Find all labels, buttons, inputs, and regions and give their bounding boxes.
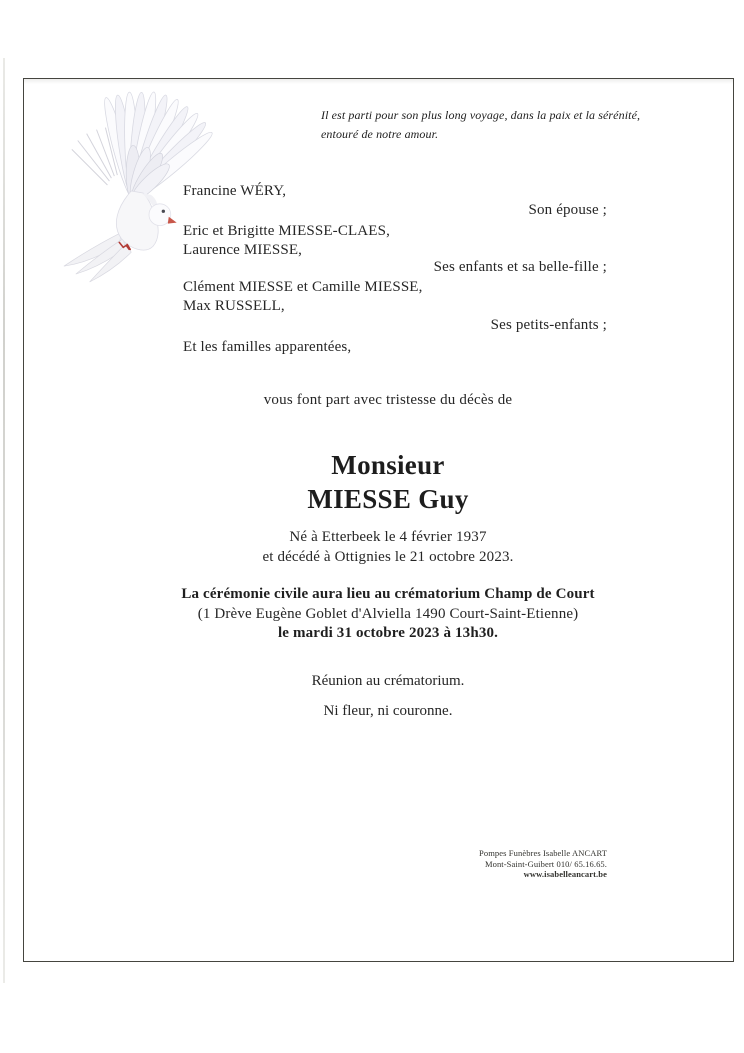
ceremony-datetime: le mardi 31 octobre 2023 à 13h30. xyxy=(277,625,499,641)
ceremony-heading: La cérémonie civile aura lieu au crématorium Champ de Court xyxy=(181,586,595,602)
deceased-name-block xyxy=(43,448,733,516)
family-line: Eric et Brigitte MIESSE-CLAES, xyxy=(183,223,390,239)
ceremony-details xyxy=(43,585,733,644)
deceased-title: Monsieur xyxy=(331,450,445,480)
family-line: Francine WÉRY, xyxy=(183,183,287,199)
flowers-notice: Ni fleur, ni couronne. xyxy=(323,703,453,719)
epigraph-line: entouré de notre amour. xyxy=(321,126,439,141)
relation-label: Son épouse ; xyxy=(528,202,607,218)
family-line: Max RUSSELL, xyxy=(183,298,285,314)
epigraph-line: Il est parti pour son plus long voyage, dans la paix et la sérénité, xyxy=(321,108,641,122)
funeral-home-name: Pompes Funèbres Isabelle ANCART xyxy=(479,848,607,858)
epigraph xyxy=(321,106,666,143)
announcement-card xyxy=(23,78,734,962)
announcement-text: vous font part avec tristesse du décès de xyxy=(263,392,513,408)
life-dates xyxy=(43,528,733,567)
family-line: Laurence MIESSE, xyxy=(183,242,303,258)
gathering-notice: Réunion au crématorium. xyxy=(311,673,465,689)
funeral-home-footer xyxy=(479,848,607,880)
family-line: Clément MIESSE et Camille MIESSE, xyxy=(183,279,423,295)
funeral-home-phone: Mont-Saint-Guibert 010/ 65.16.65. xyxy=(484,858,607,869)
birth-line: Né à Etterbeek le 4 février 1937 xyxy=(289,529,487,545)
funeral-home-website: www.isabelleancart.be xyxy=(523,869,607,879)
deceased-name: MIESSE Guy xyxy=(307,484,469,514)
death-line: et décédé à Ottignies le 21 octobre 2023. xyxy=(262,548,514,565)
family-line: Et les familles apparentées, xyxy=(183,339,352,355)
ceremony-address: (1 Drève Eugène Goblet d'Alviella 1490 Court-Saint-Etienne) xyxy=(197,605,579,622)
scan-artifact-line xyxy=(3,58,5,983)
relation-label: Ses enfants et sa belle-fille ; xyxy=(433,259,607,275)
relation-label: Ses petits-enfants ; xyxy=(490,317,607,333)
